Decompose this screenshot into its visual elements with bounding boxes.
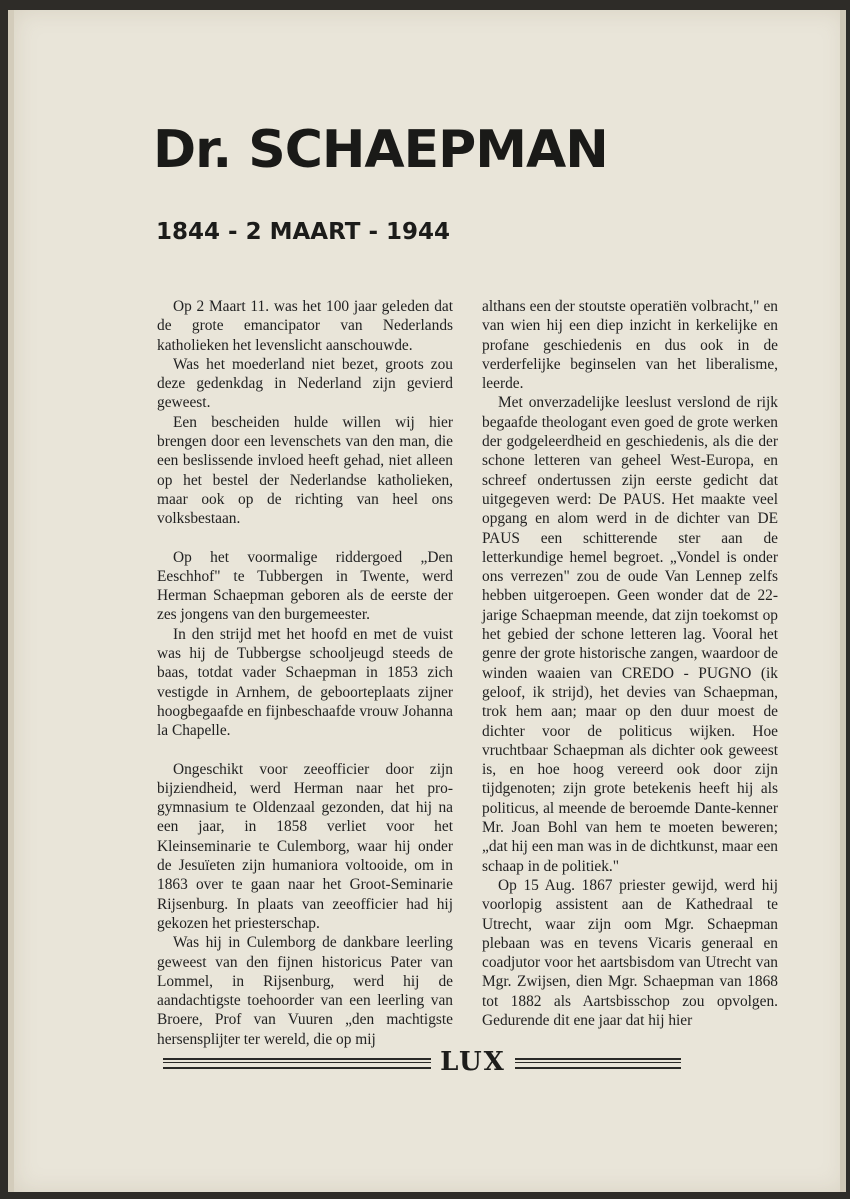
paragraph: In den strijd met het hoofd en met de vuist was hij de Tubbergse schooljeugd steeds de baas, totdat vader Schaepman in 1853 zich vestigde in Arnhem, de geboorteplaats zijner hoogbegaafde en fijnbeschaafde vrouw Johanna la Chapelle. — [157, 625, 453, 740]
text-column-left — [157, 297, 453, 1049]
footer-ornament — [163, 1047, 681, 1077]
footer-rule-left — [163, 1058, 431, 1069]
paragraph: Op het voormalige riddergoed „Den Eeschhof" te Tubbergen in Twente, werd Herman Schaepman geboren als de eerste der zes jongens van den burgemeester. — [157, 548, 453, 624]
paragraph: Was het moederland niet bezet, groots zou deze gedenkdag in Nederland zijn gevierd geweest. — [157, 355, 453, 412]
page-edge — [840, 10, 846, 1192]
footer-rule-right — [515, 1058, 681, 1069]
paragraph: Was hij in Culemborg de dankbare leerling geweest van den fijnen historicus Pater van Lommel, in Rijsenburg, werd hij de aandachtigste toehoorder van een leerling van Broere, Prof van Vuuren „den machtigste hersensplijter ter wereld, die op mij — [157, 934, 453, 1048]
paragraph: Met onverzadelijke leeslust verslond de rijk begaafde theologant even goed de grote werken der godgeleerdheid en geschiedenis, als die der schone letteren van geheel West-Europa, en schreef ondertussen zijn eerste gedicht dat uitgegeven werd: De PAUS. Het maakte veel opgang en alom werd in de dichter van DE PAUS een schitterende ster aan de letterkundige hemel begroet. „Vondel is onder ons verrezen" zou de oude Van Lennep zelfs hebben uitgeroepen. Geen wonder dat de 22-jarige Schaepman meende, dat zijn toekomst op het gebied der schone letteren lag. Vooral het genre der grote historische zangen, waardoor de winden waaien van CREDO - PUGNO (ik geloof, ik strijd), het devies van Schaepman, trok hem aan; maar op den duur moest de dichter voor de politicus wijken. Hoe vruchtbaar Schaepman als dichter ook geweest is, en hoe hoog vereerd ook door zijn tijdgenoten; zijn grote betekenis heeft hij als politicus, al meende de beroemde Dante-kenner Mr. Joan Bohl van hem te moeten beweren; „dat hij een man was in de dichtkunst, maar een schaap in de politiek." — [482, 394, 778, 875]
paragraph: Op 15 Aug. 1867 priester gewijd, werd hij voorlopig assistent aan de Kathedraal te Utrecht, waar zijn oom Mgr. Schaepman plebaan was en tevens Vicaris generaal en coadjutor voor het aartsbisdom van Utrecht van Mgr. Zwijsen, dien Mgr. Schaepman van 1868 tot 1882 als Aartsbisschop zou opvolgen. Gedurende dit ene jaar dat hij hier — [482, 876, 778, 1029]
page-title: Dr. SCHAEPMAN — [153, 120, 608, 180]
paragraph: althans een der stoutste operatiën volbracht," en van wien hij een diep inzicht in kerkelijke en profane geschiedenis en dus ook in de verderfelijke beginselen van het liberalisme, leerde. — [482, 298, 778, 393]
paragraph: Op 2 Maart 11. was het 100 jaar geleden dat de grote emancipator van Nederlands katholieken het levenslicht aanschouwde. — [157, 298, 453, 354]
page-subtitle-dates: 1844 - 2 MAART - 1944 — [156, 219, 451, 245]
lux-logo: LUX — [440, 1047, 506, 1077]
paragraph: Ongeschikt voor zeeofficier door zijn bijziendheid, werd Herman naar het pro-gymnasium te Oldenzaal gezonden, dat hij na een jaar, in 1858 verliet voor het Kleinseminarie te Culemborg, waar hij onder de Jesuïeten zijn humaniora voltooide, om in 1863 over te gaan naar het Groot-Seminarie Rijsenburg. In plaats van zeeofficier had hij gekozen het priesterschap. — [157, 760, 453, 932]
paragraph: Een bescheiden hulde willen wij hier brengen door een levenschets van den man, die een beslissende invloed heeft gehad, niet alleen op het bestel der Nederlandse katholieken, maar ook op de richting van heel ons volksbestaan. — [157, 413, 453, 528]
text-column-right — [482, 297, 778, 1030]
